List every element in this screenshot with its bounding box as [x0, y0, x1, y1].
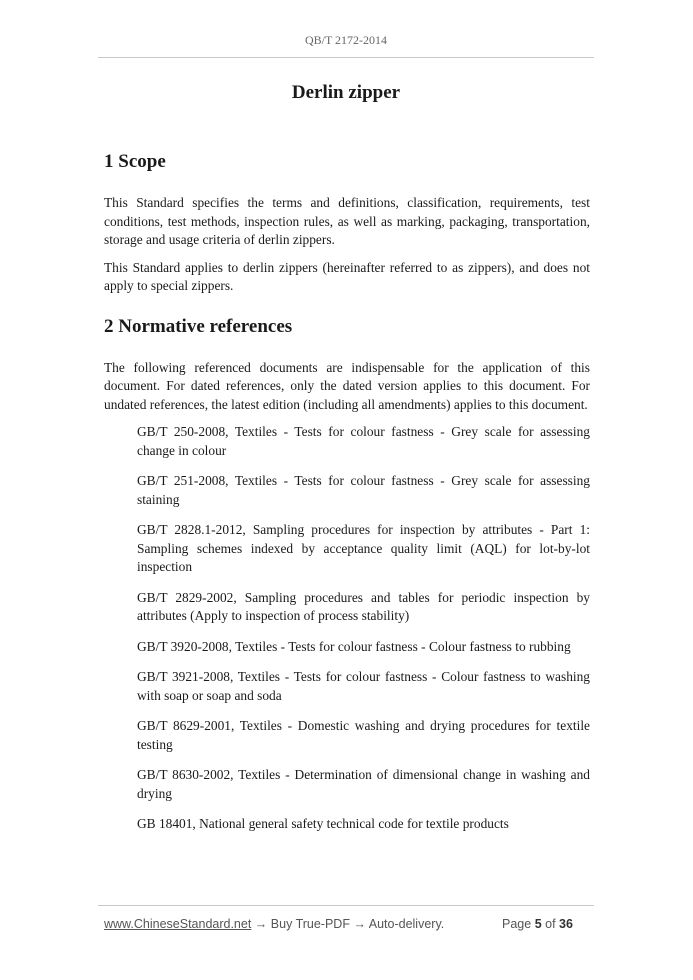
document-body: [104, 150, 590, 846]
current-page-number: 5: [534, 917, 542, 931]
footer-promo: [104, 917, 444, 931]
website-link[interactable]: www.ChineseStandard.net: [104, 917, 252, 931]
reference-item: GB/T 2828.1-2012, Sampling procedures for inspection by attributes - Part 1: Sampling schemes indexed by acceptance quality limit (AQL) for lot-by-lot inspection: [137, 522, 590, 574]
scope-paragraph: This Standard specifies the terms and definitions, classification, requirements, test conditions, test methods, inspection rules, as well as marking, packaging, transportation, storage and usage criteria of derlin zippers.: [104, 195, 590, 247]
page-indicator: [502, 917, 573, 931]
of-label: of: [545, 917, 556, 931]
footer-divider: [98, 905, 594, 906]
reference-list: [104, 423, 590, 834]
reference-item: GB/T 3921-2008, Textiles - Tests for colour fastness - Colour fastness to washing with soap or soap and soda: [137, 669, 590, 703]
reference-item: GB/T 251-2008, Textiles - Tests for colour fastness - Grey scale for assessing staining: [137, 473, 590, 507]
page-label: Page: [502, 917, 532, 931]
arrow-icon: →: [353, 917, 366, 931]
auto-delivery-text: Auto-delivery.: [368, 917, 445, 931]
buy-pdf-link[interactable]: Buy True-PDF: [270, 917, 350, 931]
document-code-header: QB/T 2172-2014: [304, 33, 388, 47]
reference-item: GB/T 250-2008, Textiles - Tests for colour fastness - Grey scale for assessing change in colour: [137, 424, 590, 458]
section-heading-normative-references: 2 Normative references: [104, 315, 293, 337]
references-intro-paragraph: The following referenced documents are indispensable for the application of this document. For dated references, only the dated version applies to this document. For undated references, the latest edition (including all amendments) applies to this document.: [104, 359, 590, 412]
reference-item: GB/T 3920-2008, Textiles - Tests for colour fastness - Colour fastness to rubbing: [137, 638, 571, 654]
arrow-icon: →: [254, 917, 268, 931]
reference-item: GB/T 8630-2002, Textiles - Determination of dimensional change in washing and drying: [137, 767, 590, 801]
total-pages-number: 36: [559, 917, 573, 931]
reference-item: GB/T 2829-2002, Sampling procedures and tables for periodic inspection by attributes (Apply to inspection of process stability): [137, 589, 590, 623]
scope-paragraph: This Standard applies to derlin zippers (hereinafter referred to as zippers), and does not apply to special zippers.: [104, 259, 590, 293]
section-heading-scope: 1 Scope: [104, 151, 166, 172]
reference-item: GB/T 8629-2001, Textiles - Domestic washing and drying procedures for textile testing: [137, 718, 590, 752]
header-divider: [98, 57, 594, 58]
reference-item: GB 18401, National general safety technical code for textile products: [137, 816, 509, 831]
page-title: Derlin zipper: [291, 82, 401, 103]
